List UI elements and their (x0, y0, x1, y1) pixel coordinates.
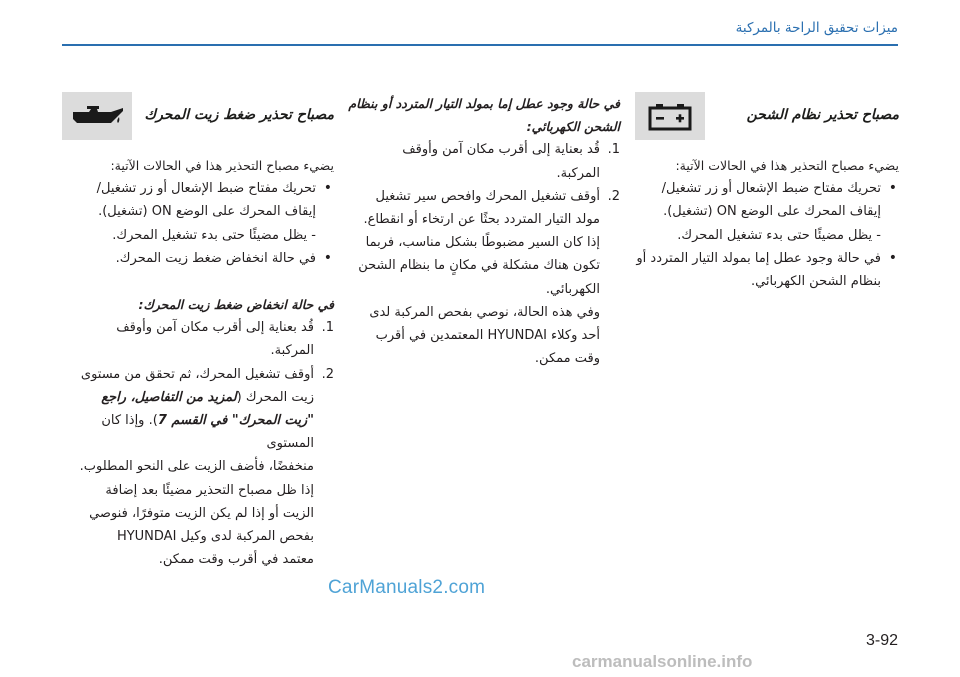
oil-steps (62, 316, 334, 571)
oil-low-heading: في حالة انخفاض ضغط زيت المحرك: (138, 297, 334, 313)
page-number: 3-92 (865, 632, 898, 649)
list-item: • في حالة وجود عطل إما بمولد التيار المتردد أو بنظام الشحن الكهربائي. (635, 247, 899, 293)
oil-can-icon (62, 92, 132, 140)
list-item: • في حالة انخفاض ضغط زيت المحرك. (62, 247, 334, 270)
list-item: • تحريك مفتاح ضبط الإشعال أو زر تشغيل/ إيقاف المحرك على الوضع ON (تشغيل). - يظل مضيئًا حتى بدء تشغيل المحرك. (62, 177, 334, 247)
charging-steps (348, 138, 620, 370)
oil-intro: يضيء مصباح التحذير هذا في الحالات الآتية: (110, 158, 334, 173)
list-item: • تحريك مفتاح ضبط الإشعال أو زر تشغيل/ إيقاف المحرك على الوضع ON (تشغيل). - يظل مضيئًا حتى بدء تشغيل المحرك. (635, 177, 899, 247)
charging-malfunction-column (348, 92, 620, 370)
list-item: 2. أوقف تشغيل المحرك وافحص سير تشغيل مولد التيار المتردد بحثًا عن ارتخاء أو انقطاع. إذا كان السير مضبوطًا بشكل مناسب، فربما تكون هناك مشكلة في مكانٍ ما بنظام الشحن الكهربائي. وفي هذه الحالة، نوصي بفحص المركبة لدى أحد وكلاء HYUNDAI المعتمدين في أقرب وقت ممكن. (358, 188, 620, 367)
battery-icon (635, 92, 705, 140)
list-item: 1. قُد بعناية إلى أقرب مكان آمن وأوقف المركبة. (402, 142, 620, 181)
footer-site-watermark: carmanualsonline.info (572, 652, 753, 671)
charging-malfunction-heading: في حالة وجود عطل إما بمولد التيار المتردد أو بنظام الشحن الكهربائي: (348, 96, 620, 135)
list-item: 1. قُد بعناية إلى أقرب مكان آمن وأوقف المركبة. (116, 320, 334, 359)
charging-section-title: مصباح تحذير نظام الشحن (746, 107, 899, 124)
charging-bullets (635, 177, 899, 293)
oil-pressure-column (62, 92, 334, 571)
watermark-logo: CarManuals2.com (328, 577, 486, 598)
charging-warning-column (635, 92, 899, 293)
charging-section-header (635, 92, 899, 140)
oil-section-header (62, 92, 334, 140)
page-header-title: ميزات تحقيق الراحة بالمركبة (735, 20, 898, 36)
oil-section-title: مصباح تحذير ضغط زيت المحرك (144, 107, 334, 124)
header-rule (62, 44, 898, 46)
oil-bullets (62, 177, 334, 270)
charging-intro: يضيء مصباح التحذير هذا في الحالات الآتية: (675, 158, 899, 173)
list-item: 2. أوقف تشغيل المحرك، ثم تحقق من مستوى زيت المحرك (لمزيد من التفاصيل، راجع "زيت المحرك" في القسم 7). وإذا كان المستوى منخفضًا، فأضف الزيت على النحو المطلوب. إذا ظل مصباح التحذير مضيئًا بعد إضافة الزيت أو إذا لم يكن الزيت متوفرًا، فنوصي بفحص المركبة لدى وكيل HYUNDAI معتمد في أقرب وقت ممكن. (79, 366, 334, 568)
